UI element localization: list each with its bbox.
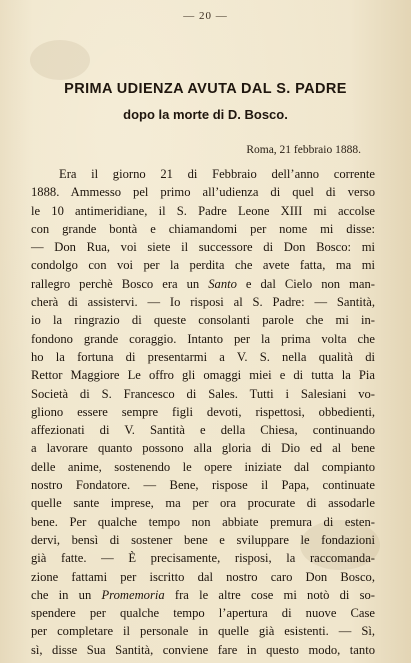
- text-line: Era il giorno 21 di Febbraio dell’anno corrente: [59, 167, 375, 181]
- page-title: PRIMA UDIENZA AVUTA DAL S. PADRE: [64, 81, 347, 97]
- text-line: [31, 586, 375, 604]
- text-line: per completare il personale in quelle già esistenti. — Sì,: [31, 624, 375, 639]
- text-segment: e dal Cielo non man-: [236, 276, 375, 291]
- text-line: nostro Fondatore. — Bene, rispose il Papa, continuate: [31, 478, 375, 493]
- text-line: a lavorare quanto possono alla gloria di Dio ed al bene: [31, 441, 375, 456]
- text-line: spendere per qualche tempo l’apertura di nuove Case: [31, 606, 375, 621]
- text-segment: che in un: [31, 587, 102, 602]
- text-line: [31, 275, 375, 293]
- italic-word: Santo: [208, 276, 237, 291]
- text-line: affezionati di V. Santità e della Chiesa, continuando: [31, 423, 375, 438]
- text-line: — Don Rua, voi siete il successore di Don Bosco: mi: [31, 240, 375, 255]
- text-line: Società di S. Francesco di Sales. Tutti i Salesiani vo-: [31, 386, 375, 401]
- text-line: delle anime, sostenendo le opere iniziate dal compianto: [31, 459, 375, 474]
- text-line: sì, disse Sua Santità, conviene fare in questo modo, tanto: [31, 642, 375, 657]
- text-line: cherà di assistervi. — Io risposi al S. Padre: — Santità,: [31, 295, 375, 310]
- text-line: fondono grande coraggio. Intanto per la prima volta che: [31, 331, 375, 346]
- text-line: 1888. Ammesso pel primo all’udienza di quel di verso: [31, 185, 375, 200]
- text-line: le 10 antimeridiane, il S. Padre Leone XIII mi accolse: [31, 203, 375, 218]
- dateline: Roma, 21 febbraio 1888.: [246, 144, 361, 156]
- text-line: condolgo con voi per la perdita che avete fatta, ma mi: [31, 258, 375, 273]
- text-line: già fatte. — È precisamente, risposi, la raccomanda-: [31, 551, 375, 566]
- text-line: zione fattami per iscritto dal nostro caro Don Bosco,: [31, 569, 375, 584]
- text-line: bene. Per qualche tempo non abbiate premura di esten-: [31, 514, 375, 529]
- text-segment: fra le altre cose mi notò di so-: [164, 587, 376, 602]
- text-line: dervi, bensì di sostener bene e sviluppare le fondazioni: [31, 532, 375, 547]
- text-line: ho la fortuna di presentarmi a V. S. nella qualità di: [31, 349, 375, 364]
- text-line: gliono essere sempre figli devoti, rispettosi, obbedienti,: [31, 404, 375, 419]
- text-line: con grande bontà e chiamandomi per nome mi disse:: [31, 221, 375, 236]
- italic-word: Promemoria: [101, 587, 165, 602]
- text-line: Rettor Maggiore Le offro gli omaggi miei e di tutta la Pia: [31, 368, 375, 383]
- text-segment: rallegro perchè Bosco era un: [31, 276, 209, 291]
- page-subtitle: dopo la morte di D. Bosco.: [123, 107, 288, 122]
- text-line: io la ringrazio di queste consolanti parole che mi in-: [31, 313, 375, 328]
- paper-stain: [30, 40, 90, 80]
- text-line: quelle sante imprese, ma per ora procurate di assodarle: [31, 496, 375, 511]
- body-text: [31, 165, 375, 659]
- page-number: — 20 —: [183, 10, 228, 22]
